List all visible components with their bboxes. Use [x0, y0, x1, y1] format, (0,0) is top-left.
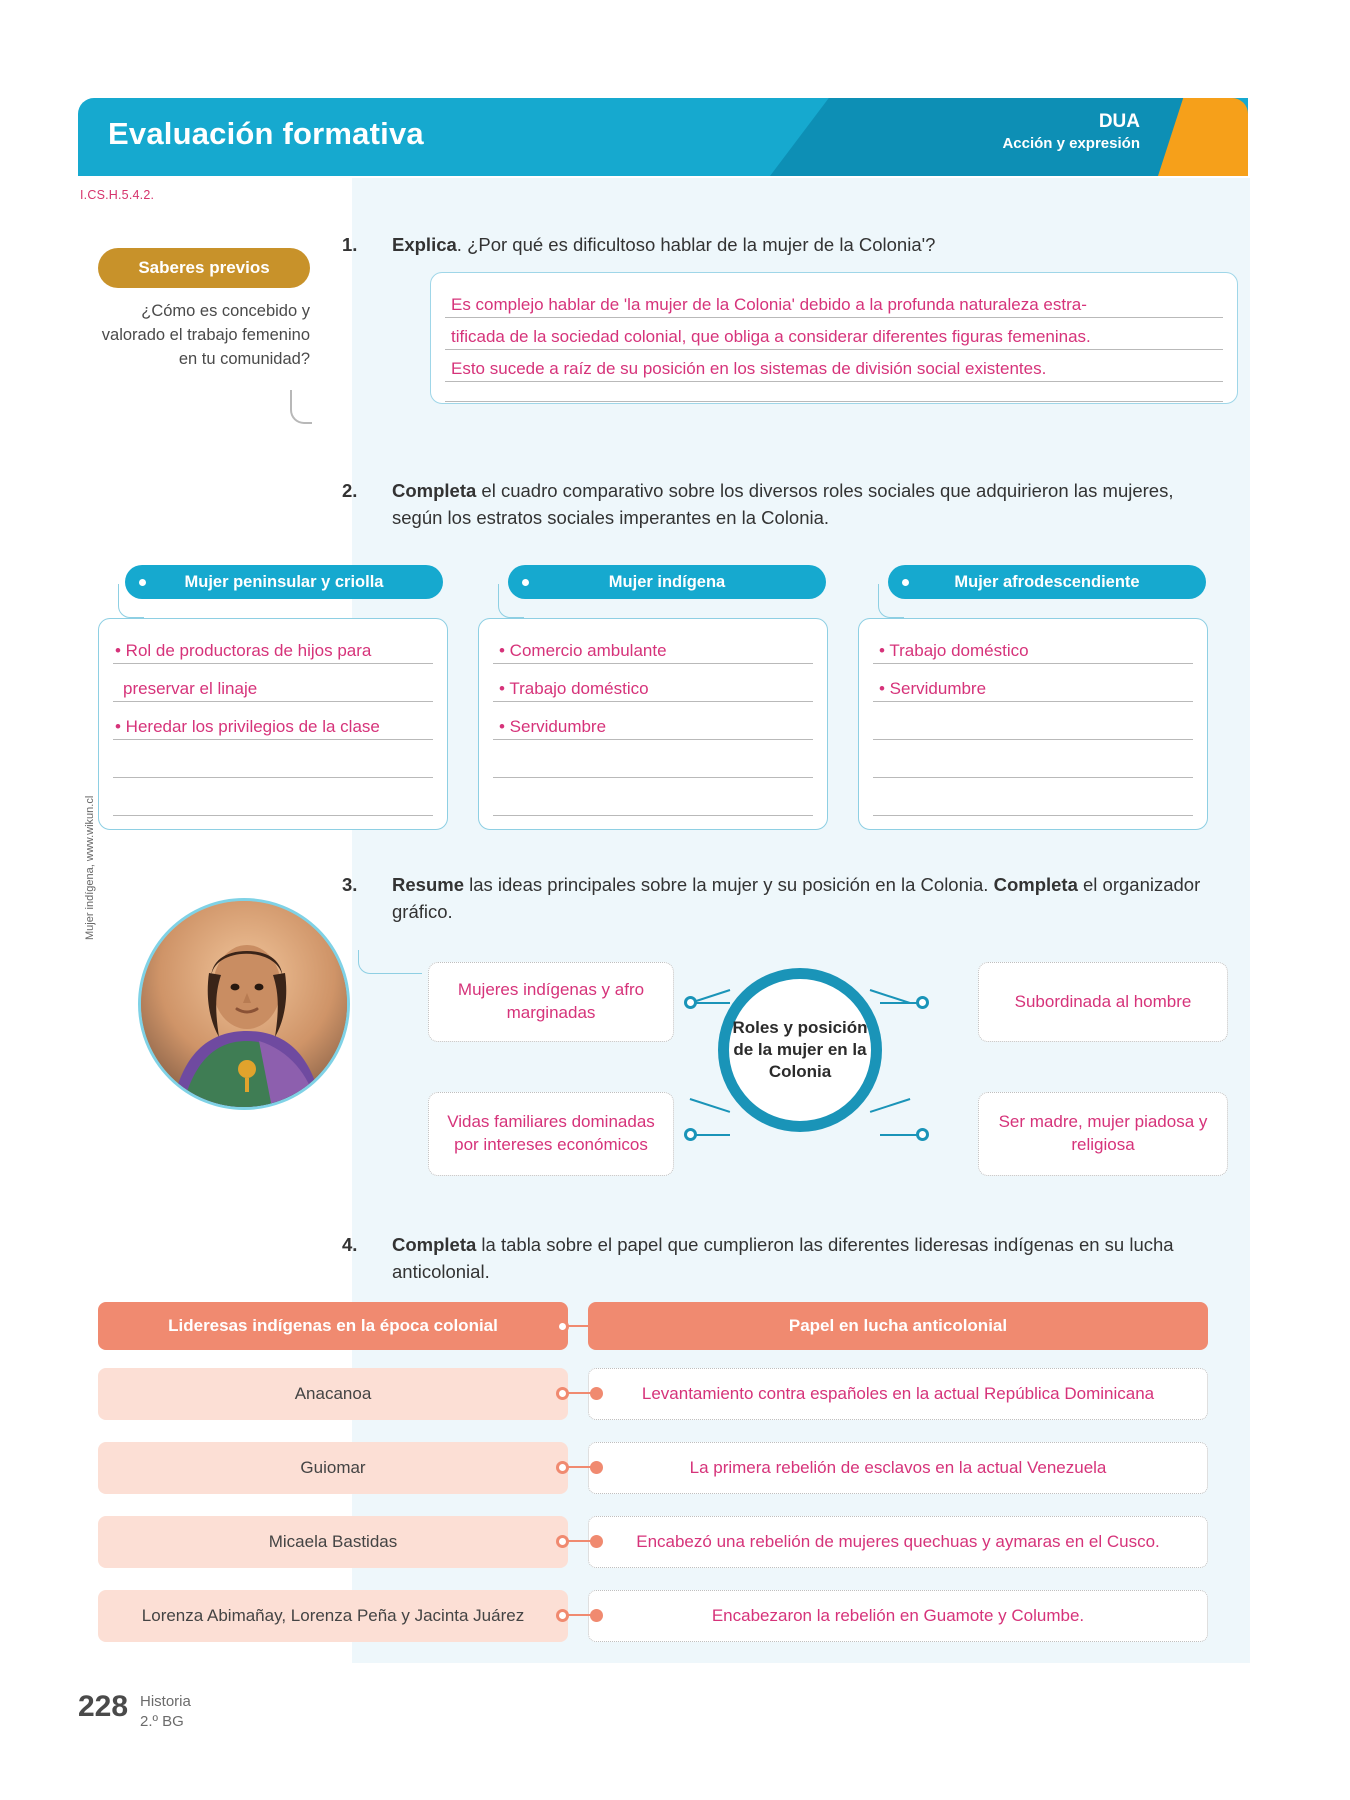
rule-line: [493, 739, 813, 740]
row-connector-dot-right: [590, 1461, 603, 1474]
saberes-connector: [290, 390, 312, 424]
rule-line: [113, 663, 433, 664]
leader-role-1[interactable]: Levantamiento contra españoles en la actual República Dominicana: [588, 1368, 1208, 1420]
column-header-label: Mujer indígena: [608, 572, 726, 591]
dua-label: [1002, 110, 1140, 153]
column-header-indigena: [508, 565, 826, 599]
question-1-verb: Explica: [392, 234, 457, 255]
question-3-verb: Resume: [392, 874, 464, 895]
question-3-number: 3.: [342, 874, 358, 895]
question-4-verb: Completa: [392, 1234, 477, 1255]
row-connector-dot-right: [590, 1387, 603, 1400]
rule-line: [873, 701, 1193, 702]
rule-line: [445, 317, 1223, 318]
rule-line: [493, 701, 813, 702]
leader-role-2[interactable]: La primera rebelión de esclavos en la actual Venezuela: [588, 1442, 1208, 1494]
rule-line: [113, 739, 433, 740]
leader-name-1: Anacanoa: [98, 1368, 568, 1420]
standard-code: I.CS.H.5.4.2.: [80, 188, 155, 202]
rule-line: [873, 777, 1193, 778]
organizer-box-2[interactable]: Vidas familiares dominadas por intereses económicos: [428, 1092, 674, 1176]
saberes-previos-question: ¿Cómo es concebido y valorado el trabajo femenino en tu comunidad?: [101, 302, 310, 368]
column-connector: [878, 584, 904, 618]
organizer-node-dot: [916, 1128, 929, 1141]
rule-line: [445, 349, 1223, 350]
rule-line: [113, 701, 433, 702]
answer-line: • Trabajo doméstico: [879, 641, 1029, 660]
question-2-text: el cuadro comparativo sobre los diversos roles sociales que adquirieron las mujeres, según los estratos sociales imperantes en la Colonia.: [392, 480, 1174, 528]
question-1-answer-box[interactable]: [430, 272, 1238, 404]
question-4-text: la tabla sobre el papel que cumplieron las diferentes lideresas indígenas en su lucha anticolonial.: [392, 1234, 1174, 1282]
leader-name-3: Micaela Bastidas: [98, 1516, 568, 1568]
page-number: 228: [78, 1690, 129, 1723]
question-3-verb-2: Completa: [993, 874, 1078, 895]
column-header-peninsular: [125, 565, 443, 599]
question-1: [342, 232, 1192, 259]
organizer-link: [880, 1134, 920, 1136]
answer-line: preservar el linaje: [123, 679, 258, 698]
page-title: Evaluación formativa: [108, 116, 424, 151]
question-1-number: 1.: [342, 234, 358, 255]
answer-line-2: tificada de la sociedad colonial, que obliga a considerar diferentes figuras femeninas.: [451, 327, 1091, 346]
organizer-box-1[interactable]: Mujeres indígenas y afro marginadas: [428, 962, 674, 1042]
rule-line: [873, 815, 1193, 816]
indigenous-woman-portrait: [138, 898, 350, 1110]
leaders-table-header-right: Papel en lucha anticolonial: [588, 1302, 1208, 1350]
answer-box-afrodescendiente[interactable]: [858, 618, 1208, 830]
answer-line: • Servidumbre: [499, 717, 607, 736]
organizer-center-label: Roles y posición de la mujer en la Colonia: [718, 968, 882, 1132]
question-2-verb: Completa: [392, 480, 477, 501]
rule-line: [113, 777, 433, 778]
leader-role-3[interactable]: Encabezó una rebelión de mujeres quechuas y aymaras en el Cusco.: [588, 1516, 1208, 1568]
organizer-node-dot: [684, 996, 697, 1009]
question-4-number: 4.: [342, 1234, 358, 1255]
row-connector-dot-right: [590, 1320, 603, 1333]
footer-subject-name: Historia: [140, 1693, 191, 1710]
column-header-label: Mujer peninsular y criolla: [184, 572, 384, 591]
leader-role-4[interactable]: Encabezaron la rebelión en Guamote y Columbe.: [588, 1590, 1208, 1642]
dua-title: DUA: [1098, 111, 1140, 132]
rule-line: [493, 663, 813, 664]
answer-box-indigena[interactable]: [478, 618, 828, 830]
footer-grade: 2.º BG: [140, 1713, 184, 1731]
answer-line-1: Es complejo hablar de 'la mujer de la Colonia' debido a la profunda naturaleza estra-: [451, 295, 1087, 314]
dua-subtitle: Acción y expresión: [1002, 134, 1140, 152]
column-connector: [498, 584, 524, 618]
answer-line: • Rol de productoras de hijos para: [115, 641, 372, 660]
rule-line: [445, 401, 1223, 402]
question-3: [342, 872, 1232, 926]
rule-line: [873, 663, 1193, 664]
leader-name-2: Guiomar: [98, 1442, 568, 1494]
question-1-text: . ¿Por qué es dificultoso hablar de la mujer de la Colonia'?: [456, 234, 936, 255]
row-connector-dot-right: [590, 1609, 603, 1622]
question-3-text: las ideas principales sobre la mujer y su posición en la Colonia.: [463, 874, 994, 895]
organizer-box-4[interactable]: Ser madre, mujer piadosa y religiosa: [978, 1092, 1228, 1176]
rule-line: [873, 739, 1193, 740]
rule-line: [493, 777, 813, 778]
row-connector-dot-right: [590, 1535, 603, 1548]
organizer-node-dot: [684, 1128, 697, 1141]
answer-line: • Servidumbre: [879, 679, 987, 698]
answer-line-3: Esto sucede a raíz de su posición en los sistemas de división social existentes.: [451, 359, 1047, 378]
answer-box-peninsular[interactable]: [98, 618, 448, 830]
answer-line: • Trabajo doméstico: [499, 679, 649, 698]
question-3-text-2: el organizador gráfico.: [392, 874, 1201, 922]
column-connector: [118, 584, 144, 618]
question-4: [342, 1232, 1232, 1286]
leaders-table-header-left: Lideresas indígenas en la época colonial: [98, 1302, 568, 1350]
question-2-number: 2.: [342, 480, 358, 501]
page-header: [78, 98, 1248, 176]
image-credit: Mujer indígena, www.wikun.cl: [84, 795, 96, 940]
footer-subject: [140, 1692, 191, 1733]
rule-line: [113, 815, 433, 816]
column-header-label: Mujer afrodescendiente: [954, 572, 1140, 591]
portrait-illustration: [141, 901, 350, 1110]
saberes-previos-pill: Saberes previos: [98, 248, 310, 288]
rule-line: [445, 381, 1223, 382]
portrait-connector: [358, 950, 422, 974]
organizer-node-dot: [916, 996, 929, 1009]
organizer-box-3[interactable]: Subordinada al hombre: [978, 962, 1228, 1042]
question-2: [342, 478, 1182, 532]
rule-line: [493, 815, 813, 816]
column-header-afrodescendiente: [888, 565, 1206, 599]
answer-line: • Comercio ambulante: [499, 641, 667, 660]
answer-line: • Heredar los privilegios de la clase: [115, 717, 380, 736]
leader-name-4: Lorenza Abimañay, Lorenza Peña y Jacinta Juárez: [98, 1590, 568, 1642]
organizer-link: [880, 1002, 920, 1004]
